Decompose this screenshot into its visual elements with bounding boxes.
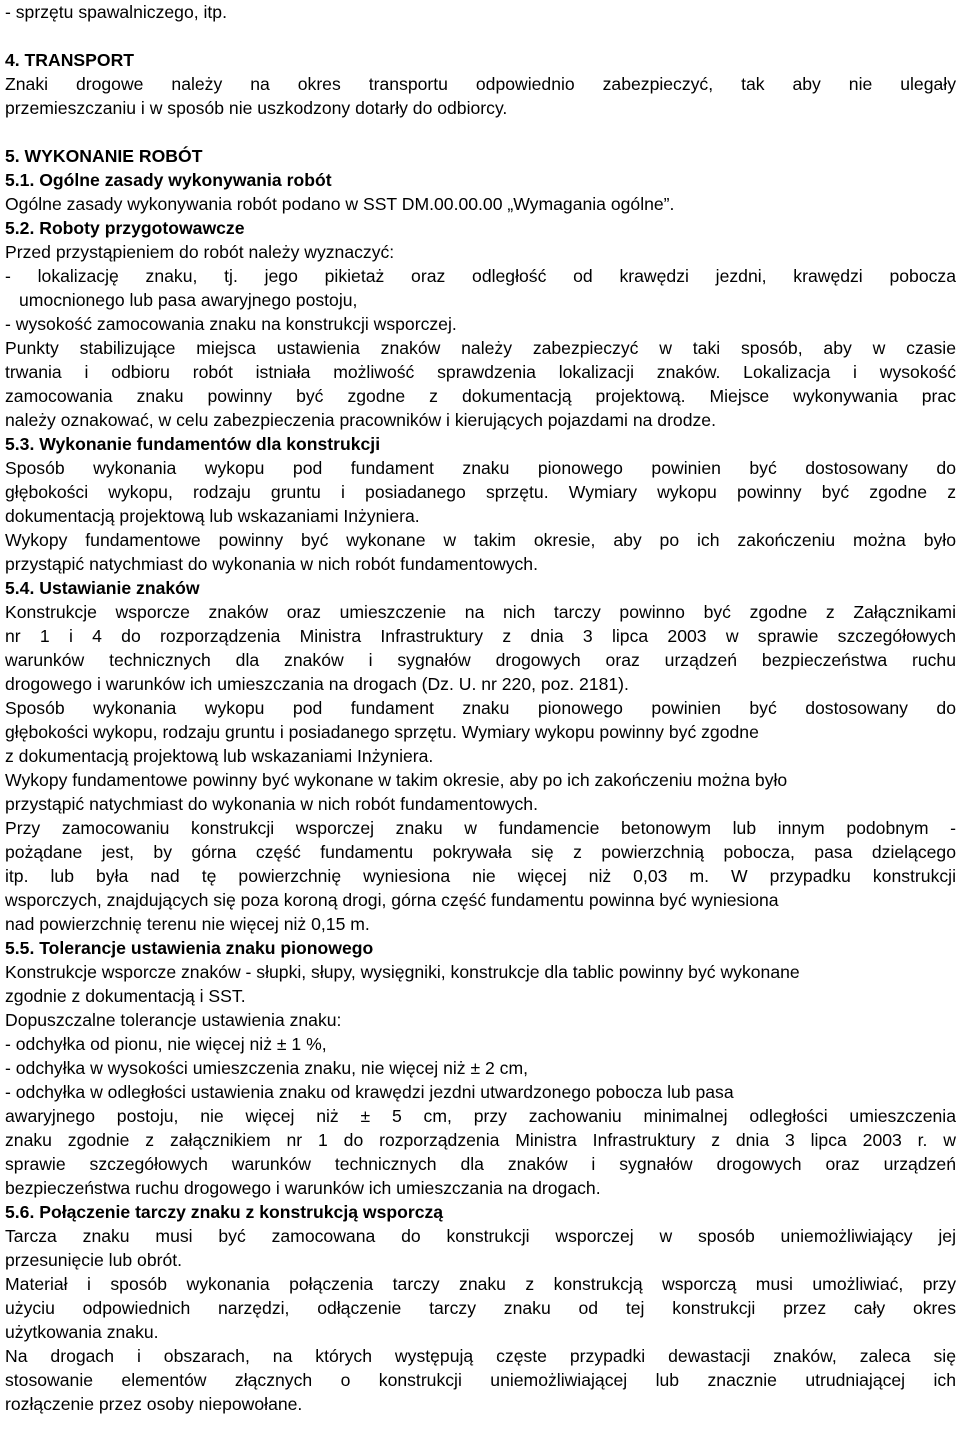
paragraph-line: warunków technicznych dla znaków i sygnałów drogowych oraz urządzeń bezpieczeństwa ruchu	[5, 650, 956, 670]
paragraph-line: wsporczych, znajdujących się poza koroną drogi, górna część fundamentu powinna być wyniesiona	[5, 890, 779, 910]
paragraph-line: drogowego i warunków ich umieszczania na drogach (Dz. U. nr 220, poz. 2181).	[5, 674, 629, 694]
paragraph-line: Sposób wykonania wykopu pod fundament znaku pionowego powinien być dostosowany do	[5, 698, 956, 718]
paragraph-line: przesunięcie lub obrót.	[5, 1250, 183, 1270]
paragraph-line: stosowanie elementów złącznych o konstrukcji uniemożliwiającej lub znacznie utrudniającej ich	[5, 1370, 956, 1390]
paragraph-line: itp. lub była nad tę powierzchnię wyniesiona nie więcej niż 0,03 m. W przypadku konstrukcji	[5, 866, 956, 886]
paragraph-line: Na drogach i obszarach, na których występują częste przypadki dewastacji znaków, zaleca się	[5, 1346, 956, 1366]
paragraph-line: - odchyłka w odległości ustawienia znaku od krawędzi jezdni utwardzonego pobocza lub pasa	[5, 1082, 734, 1102]
paragraph-line: bezpieczeństwa ruchu drogowego i warunków ich umieszczania na drogach.	[5, 1178, 601, 1198]
paragraph-line: - odchyłka od pionu, nie więcej niż ± 1 %,	[5, 1034, 327, 1054]
paragraph-line: Sposób wykonania wykopu pod fundament znaku pionowego powinien być dostosowany do	[5, 458, 956, 478]
paragraph-line: trwania i odbioru robót istniała możliwość sprawdzenia lokalizacji znaków. Lokalizacja i wysokość	[5, 362, 956, 382]
paragraph-line: Ogólne zasady wykonywania robót podano w SST DM.00.00.00 „Wymagania ogólne”.	[5, 194, 675, 214]
section-5-heading: 5. WYKONANIE ROBÓT	[5, 146, 203, 166]
paragraph-line: zgodnie z dokumentacją i SST.	[5, 986, 246, 1006]
paragraph-line: awaryjnego postoju, nie więcej niż ± 5 cm, przy zachowaniu minimalnej odległości umieszczenia	[5, 1106, 956, 1126]
paragraph-line: znaku zgodnie z załącznikiem nr 1 do rozporządzenia Ministra Infrastruktury z dnia 3 lipca 2003 r. w	[5, 1130, 956, 1150]
paragraph-line: Materiał i sposób wykonania połączenia tarczy znaku z konstrukcją wsporczą musi umożliwiać, przy	[5, 1274, 956, 1294]
paragraph-line: - wysokość zamocowania znaku na konstrukcji wsporczej.	[5, 314, 457, 334]
paragraph-line: Przy zamocowaniu konstrukcji wsporczej znaku w fundamencie betonowym lub innym podobnym -	[5, 818, 956, 838]
paragraph-line: sprawie szczegółowych warunków technicznych dla znaków i sygnałów drogowych oraz urządzeń	[5, 1154, 956, 1174]
paragraph-line: przystąpić natychmiast do wykonania w nich robót fundamentowych.	[5, 794, 538, 814]
paragraph-line: nr 1 i 4 do rozporządzenia Ministra Infrastruktury z dnia 3 lipca 2003 w sprawie szczegółowych	[5, 626, 956, 646]
paragraph-line: Przed przystąpieniem do robót należy wyznaczyć:	[5, 242, 395, 262]
section-5-4-heading: 5.4. Ustawianie znaków	[5, 578, 200, 598]
paragraph-line: przystąpić natychmiast do wykonania w nich robót fundamentowych.	[5, 554, 538, 574]
spacer	[5, 120, 956, 144]
section-5-5-heading: 5.5. Tolerancje ustawienia znaku pionowego	[5, 938, 374, 958]
paragraph-line: Dopuszczalne tolerancje ustawienia znaku:	[5, 1010, 342, 1030]
paragraph-line: umocnionego lub pasa awaryjnego postoju,	[19, 290, 358, 310]
spacer	[5, 24, 956, 48]
paragraph-line: Konstrukcje wsporcze znaków - słupki, słupy, wysięgniki, konstrukcje dla tablic powinny być wykonane	[5, 962, 800, 982]
paragraph-line: Znaki drogowe należy na okres transportu odpowiednio zabezpieczyć, tak aby nie ulegały	[5, 74, 956, 94]
paragraph-line: Punkty stabilizujące miejsca ustawienia znaków należy zabezpieczyć w taki sposób, aby w czasie	[5, 338, 956, 358]
paragraph-line: głębokości wykopu, rodzaju gruntu i posiadanego sprzętu. Wymiary wykopu powinny być zgodne z	[5, 482, 956, 502]
section-5-6-heading: 5.6. Połączenie tarczy znaku z konstrukcją wsporczą	[5, 1202, 444, 1222]
paragraph-line: dokumentacją projektową lub wskazaniami Inżyniera.	[5, 506, 420, 526]
paragraph-line: - lokalizację znaku, tj. jego pikietaż oraz odległość od krawędzi jezdni, krawędzi pobocza	[5, 266, 956, 286]
paragraph-line: pożądane jest, by górna część fundamentu pokrywała się z powierzchnią pobocza, pasa dzielącego	[5, 842, 956, 862]
paragraph-line: zamocowania znaku powinny być zgodne z dokumentacją projektową. Miejsce wykonywania prac	[5, 386, 956, 406]
section-5-3-heading: 5.3. Wykonanie fundamentów dla konstrukcji	[5, 434, 381, 454]
paragraph-line: Wykopy fundamentowe powinny być wykonane w takim okresie, aby po ich zakończeniu można było	[5, 530, 956, 550]
paragraph-line: przemieszczaniu i w sposób nie uszkodzony dotarły do odbiorcy.	[5, 98, 508, 118]
paragraph-line: rozłączenie przez osoby niepowołane.	[5, 1394, 303, 1414]
paragraph-line: Konstrukcje wsporcze znaków oraz umieszczenie na nich tarczy powinno być zgodne z Załącznikami	[5, 602, 956, 622]
section-5-2-heading: 5.2. Roboty przygotowawcze	[5, 218, 245, 238]
section-4-heading: 4. TRANSPORT	[5, 50, 135, 70]
paragraph-line: użytkowania znaku.	[5, 1322, 159, 1342]
paragraph-line: głębokości wykopu, rodzaju gruntu i posiadanego sprzętu. Wymiary wykopu powinny być zgodne	[5, 722, 759, 742]
paragraph-line: - odchyłka w wysokości umieszczenia znaku, nie więcej niż ± 2 cm,	[5, 1058, 529, 1078]
paragraph-line: Tarcza znaku musi być zamocowana do konstrukcji wsporczej w sposób uniemożliwiający jej	[5, 1226, 956, 1246]
intro-line: - sprzętu spawalniczego, itp.	[5, 2, 227, 22]
paragraph-line: Wykopy fundamentowe powinny być wykonane w takim okresie, aby po ich zakończeniu można było	[5, 770, 788, 790]
paragraph-line: nad powierzchnię terenu nie więcej niż 0,15 m.	[5, 914, 370, 934]
paragraph-line: użyciu odpowiednich narzędzi, odłączenie tarczy znaku od tej konstrukcji przez cały okres	[5, 1298, 956, 1318]
section-5-1-heading: 5.1. Ogólne zasady wykonywania robót	[5, 170, 332, 190]
paragraph-line: należy oznakować, w celu zabezpieczenia pracowników i kierujących pojazdami na drodze.	[5, 410, 716, 430]
paragraph-line: z dokumentacją projektową lub wskazaniami Inżyniera.	[5, 746, 434, 766]
